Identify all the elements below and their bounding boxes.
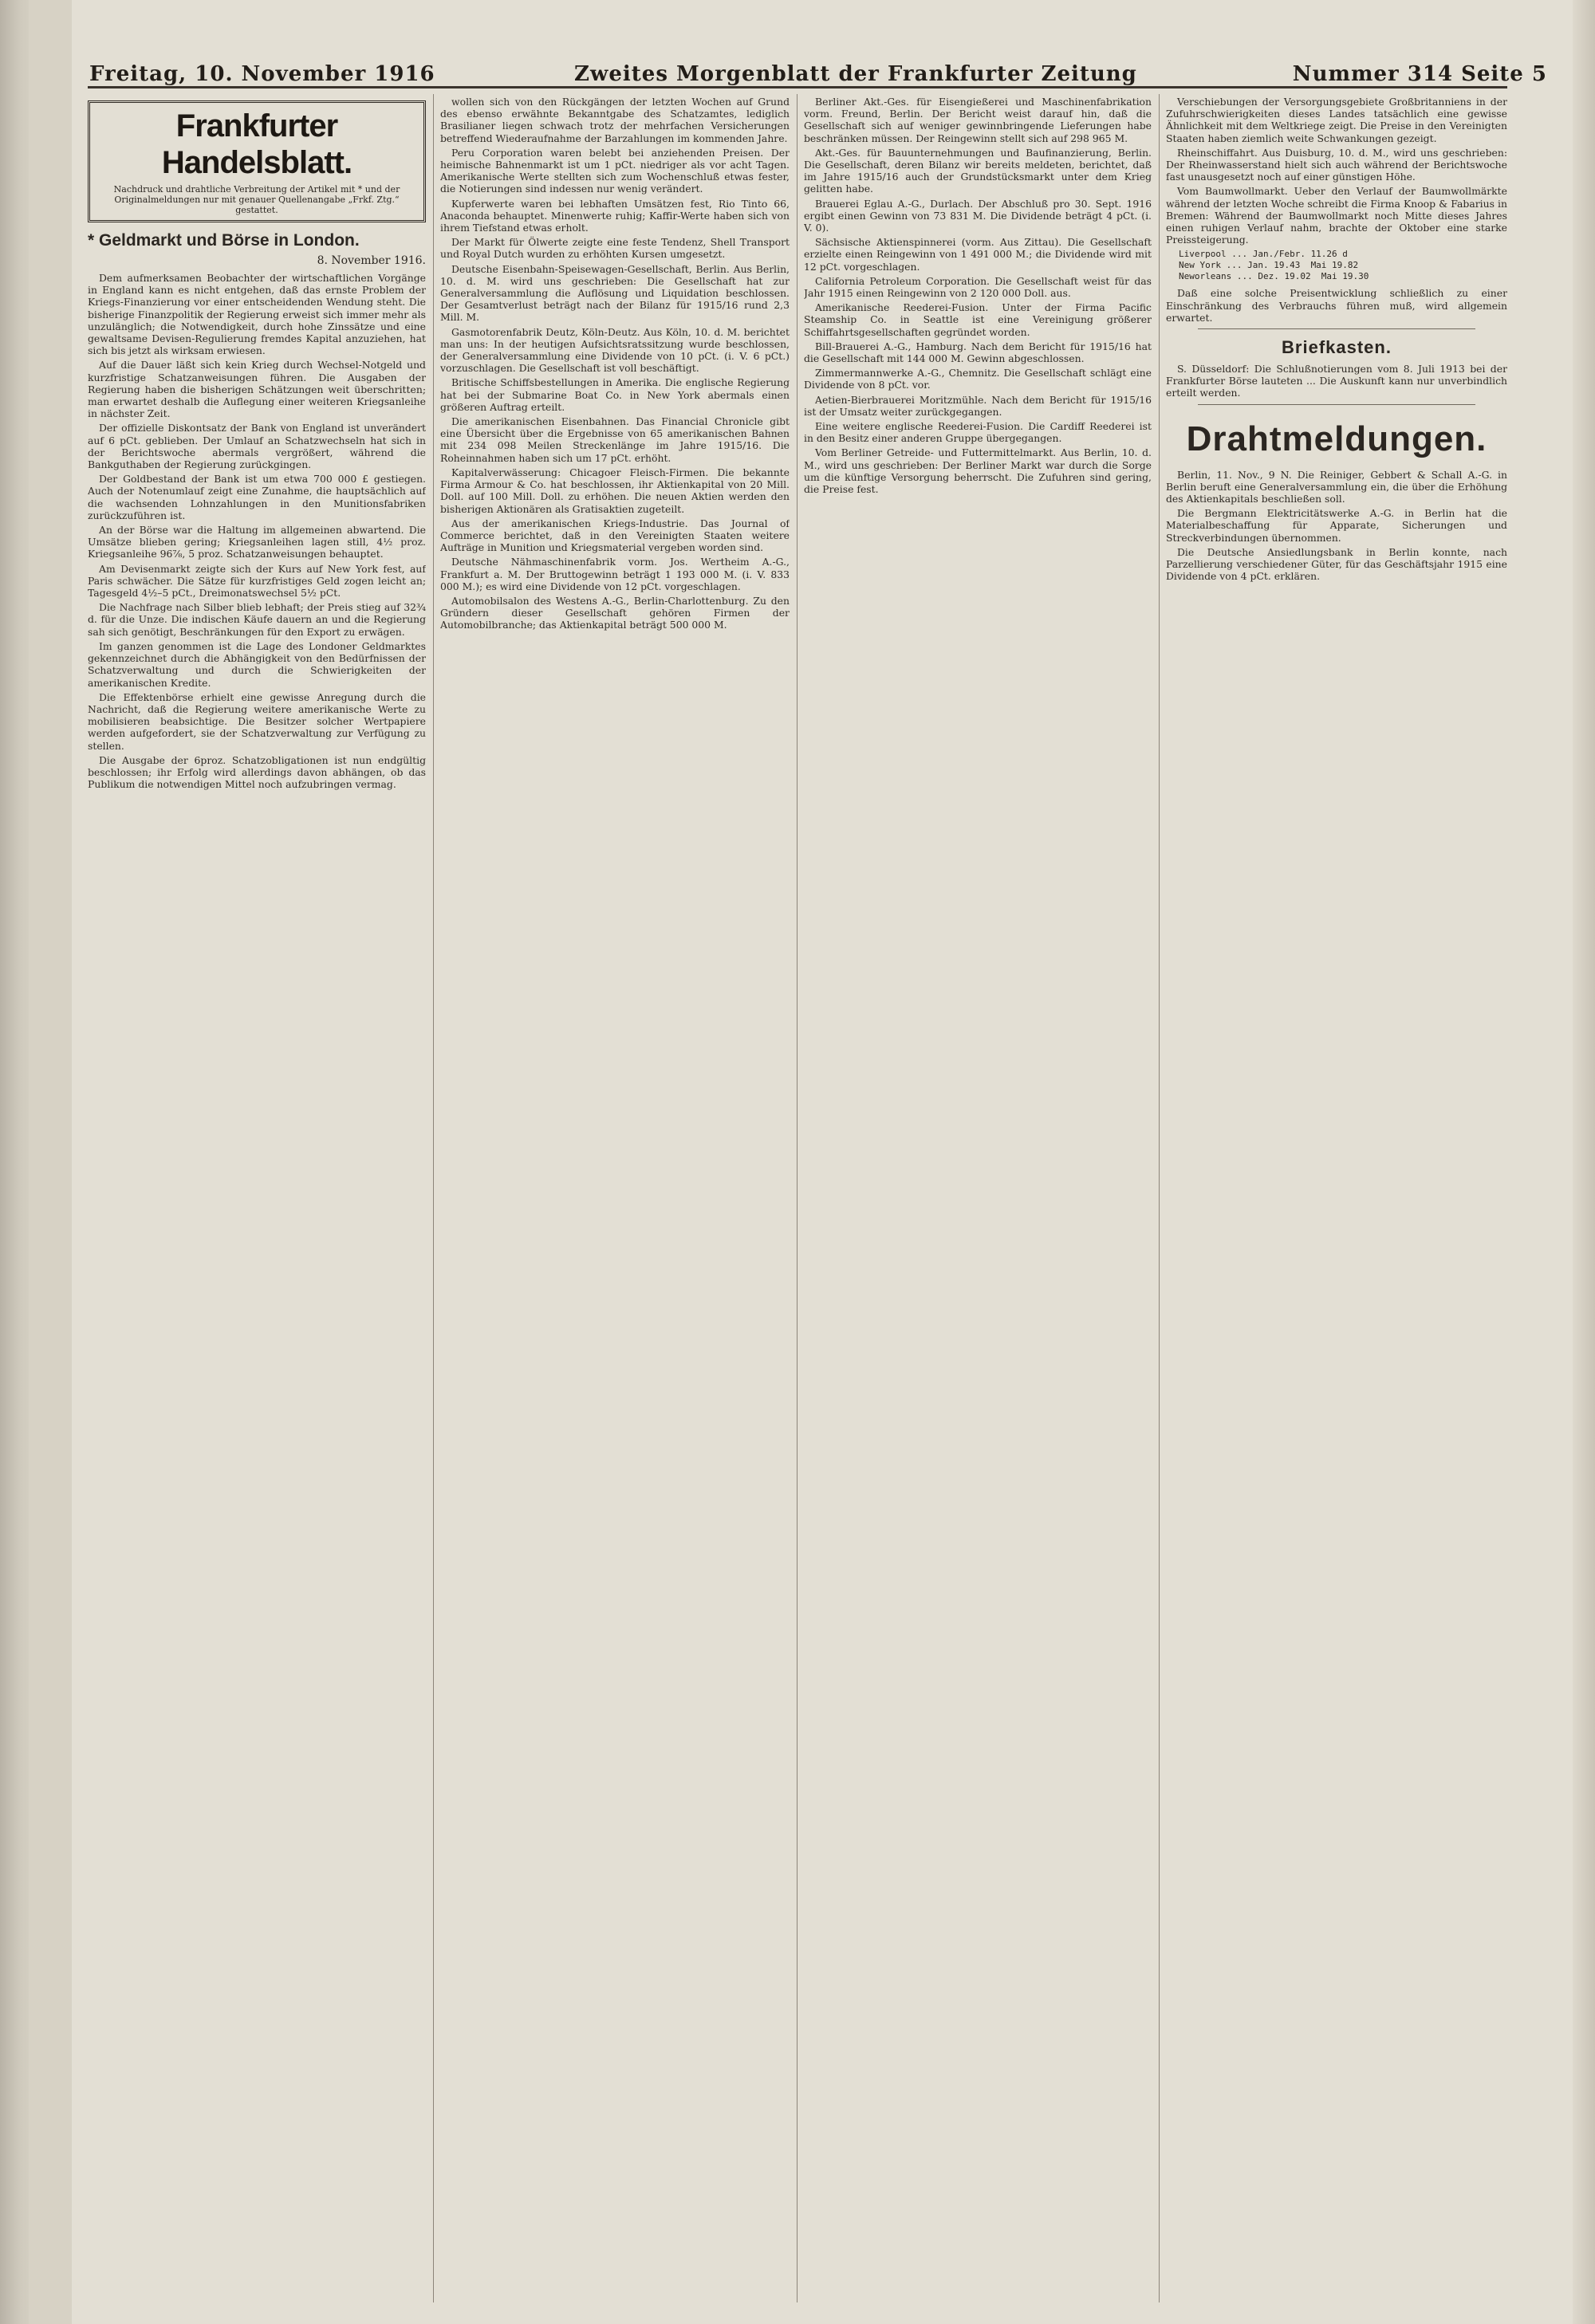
briefkasten-heading: Briefkasten. xyxy=(1282,337,1392,358)
book-binding xyxy=(0,0,29,2324)
article-body xyxy=(88,272,426,790)
header-date: Freitag, 10. November 1916 xyxy=(89,62,435,86)
article-paragraph: Bill-Brauerei A.-G., Hamburg. Nach dem Bericht für 1915/16 hat die Gesellschaft mit 144 000 M. Gewinn abgeschlossen. xyxy=(804,340,1152,365)
header-issue-page: Nummer 314 Seite 5 xyxy=(1292,62,1547,86)
article-body xyxy=(440,96,790,631)
article-paragraph: Die Effektenbörse erhielt eine gewisse Anregung durch die Nachricht, daß die Regierung weitere amerikanische Werte zu mobilisieren beabsichtige. Die Besitzer solcher Wertpapiere werden aufgefordert, sie der Schatzverwaltung zur Verfügung zu stellen. xyxy=(88,690,426,752)
column-rule xyxy=(433,94,434,2302)
previous-page-edge xyxy=(29,0,73,2324)
drahtmeldungen-heading: Drahtmeldungen. xyxy=(1186,419,1487,458)
article-paragraph: Peru Corporation waren belebt bei anziehenden Preisen. Der heimische Bahnenmarkt ist um 1 pCt. niedriger als vor acht Tagen. Amerikanische Werte stellten sich zum Wochenschluß etwas fester, die Notierungen sind indessen nur wenig verändert. xyxy=(440,146,790,195)
article-paragraph: Am Devisenmarkt zeigte sich der Kurs auf New York fest, auf Paris schwächer. Die Sätze für kurzfristiges Geld zogen leicht an; Tagesgeld 4½–5 pCt., Dreimonatswechsel 5½ pCt. xyxy=(88,562,426,600)
article-paragraph: Akt.-Ges. für Bauunternehmungen und Baufinanzierung, Berlin. Die Gesellschaft, deren Bilanz wir bereits meldeten, berichtet, daß im Jahre 1915/16 auch der Grundstücksmarkt unter dem Krieg gelitten habe. xyxy=(804,146,1152,195)
article-paragraph: Deutsche Eisenbahn-Speisewagen-Gesellschaft, Berlin. Aus Berlin, 10. d. M. wird uns geschrieben: Die Gesellschaft hat zur Generalversammlung die Auflösung und Liquidation beschlossen. Der Gesamtverlust beträgt nach der Bilanz für 1915/16 rund 2,3 Mill. M. xyxy=(440,262,790,324)
article-paragraph: Zimmermannwerke A.-G., Chemnitz. Die Gesellschaft schlägt eine Dividende von 8 pCt. vor. xyxy=(804,367,1152,391)
article-paragraph: Kapitalverwässerung: Chicagoer Fleisch-Firmen. Die bekannte Firma Armour & Co. hat beschlossen, ihr Aktienkapital von 20 Mill. Doll. auf 100 Mill. Doll. zu erhöhen. Die neuen Aktien werden den bisherigen Aktionären als Gratisaktien zugeteilt. xyxy=(440,466,790,515)
masthead-title: Frankfurter Handelsblatt. xyxy=(161,108,352,180)
article-paragraph: Die amerikanischen Eisenbahnen. Das Financial Chronicle gibt eine Übersicht über die Ergebnisse von 65 amerikanischen Bahnen mit 234 098 Meilen Streckenlänge im Jahre 1915/16. Die Roheinnahmen haben sich um 17 pCt. erhöht. xyxy=(440,415,790,464)
column-rule xyxy=(1159,94,1160,2302)
article-paragraph: Verschiebungen der Versorgungsgebiete Großbritanniens in der Zufuhrschwierigkeiten dieses Landes tatsächlich eine gewisse Ähnlichkeit mit dem Weltkriege zeigt. Die Preise in den Vereinigten Staaten haben ziemlich weite Schwankungen gezeigt. xyxy=(1166,96,1507,144)
article-paragraph: Amerikanische Reederei-Fusion. Unter der Firma Pacific Steamship Co. in Seattle ist eine Vereinigung größerer Schiffahrtsgesellschaften gegründet worden. xyxy=(804,301,1152,338)
article-paragraph: Deutsche Nähmaschinenfabrik vorm. Jos. Wertheim A.-G., Frankfurt a. M. Der Bruttogewinn beträgt 1 193 000 M. (i. V. 833 000 M.); es wird eine Dividende von 12 pCt. vorgeschlagen. xyxy=(440,556,790,592)
header-paper-name: Zweites Morgenblatt der Frankfurter Zeitung xyxy=(574,62,1137,86)
article-paragraph: Vom Berliner Getreide- und Futtermittelmarkt. Aus Berlin, 10. d. M., wird uns geschrieben: Der Berliner Markt war durch die Sorge um die künftige Versorgung beherrscht. Die Zufuhren sind gering, die Preise fest. xyxy=(804,446,1152,496)
article-paragraph: Automobilsalon des Westens A.-G., Berlin-Charlottenburg. Zu den Gründern dieser Gesellschaft gehören Firmen der Automobilbranche; das Aktienkapital beträgt 500 000 M. xyxy=(440,594,790,631)
column-2 xyxy=(440,96,790,2296)
article-paragraph: Auf die Dauer läßt sich kein Krieg durch Wechsel-Notgeld und kurzfristige Schatzanweisungen führen. Die Ausgaben der Regierung haben die bisherigen Schätzungen weit überschritten; man erwartet deshalb die Auflegung einer weiteren Kriegsanleihe in nächster Zeit. xyxy=(88,359,426,420)
article-paragraph: Berliner Akt.-Ges. für Eisengießerei und Maschinenfabrikation vorm. Freund, Berlin. Der Bericht weist darauf hin, daß die Gesellschaft sich auf weniger gewinnbringende Lieferungen habe beschränken müssen. Der Reingewinn stellt sich auf 298 965 M. xyxy=(804,96,1152,144)
article-paragraph: Eine weitere englische Reederei-Fusion. Die Cardiff Reederei ist in den Besitz einer anderen Gruppe übergegangen. xyxy=(804,420,1152,445)
column-rule xyxy=(797,94,798,2302)
article-paragraph: Britische Schiffsbestellungen in Amerika. Die englische Regierung hat bei der Submarine Boat Co. in New York abermals einen größeren Auftrag erteilt. xyxy=(440,376,790,413)
article-paragraph: Dem aufmerksamen Beobachter der wirtschaftlichen Vorgänge in England kann es nicht entgehen, daß das ernste Problem der Kriegs-Finanzierung vor einer entscheidenden Wendung steht. Die bisherige Finanzpolitik der Regierung erweist sich immer mehr als unzulänglich; die Notwendigkeit, durch hohe Zinssätze und eine gewaltsame Devisen-Regulierung fremdes Kapital anzuziehen, hat sich bis jetzt als wirksam erwiesen. xyxy=(88,272,426,357)
article-paragraph: Die Nachfrage nach Silber blieb lebhaft; der Preis stieg auf 32¾ d. für die Unze. Die indischen Käufe dauern an und die Regierung sah sich genötigt, Beschränkungen für den Export zu erwägen. xyxy=(88,601,426,638)
article-paragraph: California Petroleum Corporation. Die Gesellschaft weist für das Jahr 1915 einen Reingewinn von 2 120 000 Doll. aus. xyxy=(804,274,1152,300)
article-paragraph: Vom Baumwollmarkt. Ueber den Verlauf der Baumwollmärkte während der letzten Woche schreibt die Firma Knoop & Fabarius in Bremen: Während der Baumwollmarkt noch Mitte dieses Jahres einen ruhigen Verlauf nahm, brachte der Oktober eine starke Preissteigerung. xyxy=(1166,185,1507,246)
divider xyxy=(1198,328,1475,329)
section-title: * Geldmarkt und Börse in London. xyxy=(88,231,360,250)
article-paragraph: Daß eine solche Preisentwicklung schließlich zu einer Einschränkung des Verbrauchs führen muß, wird allgemein erwartet. xyxy=(1166,287,1507,324)
masthead xyxy=(88,100,426,222)
article-paragraph: Rheinschiffahrt. Aus Duisburg, 10. d. M., wird uns geschrieben: Der Rheinwasserstand hielt sich auch während der Berichtswoche fast unausgesetzt noch auf einer günstigen Höhe. xyxy=(1166,146,1507,183)
article-paragraph: Die Deutsche Ansiedlungsbank in Berlin konnte, nach Parzellierung verschiedener Güter, für das Geschäftsjahr 1915 eine Dividende von 4 pCt. erklären. xyxy=(1166,545,1507,583)
article-paragraph: Im ganzen genommen ist die Lage des Londoner Geldmarktes gekennzeichnet durch die Abhängigkeit von den Bedürfnissen der Schatzverwaltung und durch die Schwierigkeiten der amerikanischen Kredite. xyxy=(88,639,426,689)
article-body xyxy=(804,96,1152,495)
article-paragraph: Die Bergmann Elektricitätswerke A.-G. in Berlin hat die Materialbeschaffung für Apparate, Sicherungen und Streckverbindungen übernommen. xyxy=(1166,507,1507,544)
article-paragraph: An der Börse war die Haltung im allgemeinen abwartend. Die Umsätze blieben gering; Kriegsanleihen lagen still, 4½ proz. Kriegsanleihe 96⅞, 5 proz. Schatzanweisungen behauptet. xyxy=(88,524,426,560)
cotton-price-table: Liverpool ... Jan./Febr. 11.26 d New York ... Jan. 19.43 Mai 19.82 Neworleans ... Dez. 19.02 Mai 19.30 xyxy=(1179,249,1369,282)
article-paragraph: Brauerei Eglau A.-G., Durlach. Der Abschluß pro 30. Sept. 1916 ergibt einen Gewinn von 73 831 M. Die Dividende beträgt 4 pCt. (i. V. 0). xyxy=(804,197,1152,234)
briefkasten-text: S. Düsseldorf: Die Schlußnotierungen vom 8. Juli 1913 bei der Frankfurter Börse lauteten ... Die Auskunft kann nur unverbindlich erteilt werden. xyxy=(1166,363,1507,399)
article-paragraph: wollen sich von den Rückgängen der letzten Wochen auf Grund des ebenso erwähnte Bekanntgabe des Schatzamtes, lediglich Brasilianer liegen schwach trotz der mehrfachen Versicherungen betreffend Wiederaufnahme der Barzahlungen im kommenden Jahre. xyxy=(440,96,790,144)
article-paragraph: Aus der amerikanischen Kriegs-Industrie. Das Journal of Commerce berichtet, daß in den Vereinigten Staaten weitere Aufträge in Munition und Kriegsmaterial vergeben worden sind. xyxy=(440,517,790,554)
article-paragraph: Sächsische Aktienspinnerei (vorm. Aus Zittau). Die Gesellschaft erzielte einen Reingewinn von 1 491 000 M.; die Dividende wird mit 12 pCt. vorgeschlagen. xyxy=(804,236,1152,273)
article-body xyxy=(1166,96,1507,246)
header-rule xyxy=(88,86,1507,88)
column-4 xyxy=(1166,96,1507,2296)
article-paragraph: Die Ausgabe der 6proz. Schatzobligationen ist nun endgültig beschlossen; ihr Erfolg wird allerdings davon abhängen, ob das Publikum die notwendigen Mittel noch aufzubringen vermag. xyxy=(88,753,426,791)
article-paragraph: Der Goldbestand der Bank ist um etwa 700 000 £ gestiegen. Auch der Notenumlauf zeigt eine Zunahme, die hauptsächlich auf die wachsenden Lohnzahlungen in den Munitionsfabriken zurückzuführen ist. xyxy=(88,473,426,521)
page-edge-shadow xyxy=(1573,0,1595,2324)
article-paragraph: Der offizielle Diskontsatz der Bank von England ist unverändert auf 6 pCt. geblieben. Der Umlauf an Schatzwechseln hat sich in der Berichtswoche abermals vergrößert, während die Bankguthaben der Regierung zurückgingen. xyxy=(88,422,426,471)
article-paragraph: Gasmotorenfabrik Deutz, Köln-Deutz. Aus Köln, 10. d. M. berichtet man uns: In der heutigen Aufsichtsratssitzung wurde beschlossen, der Generalversammlung eine Dividende von 10 pCt. (i. V. 6 pCt.) vorzuschlagen. Die Gesellschaft ist voll beschäftigt. xyxy=(440,325,790,375)
article-paragraph: Berlin, 11. Nov., 9 N. Die Reiniger, Gebbert & Schall A.-G. in Berlin beruft eine Generalversammlung ein, die über die Erhöhung des Aktienkapitals beschließen soll. xyxy=(1166,468,1507,505)
article-paragraph: Der Markt für Ölwerte zeigte eine feste Tendenz, Shell Transport und Royal Dutch wurden zu erhöhten Kursen umgesetzt. xyxy=(440,236,790,261)
divider xyxy=(1198,404,1475,405)
article-paragraph: Aetien-Bierbrauerei Moritzmühle. Nach dem Bericht für 1915/16 ist der Umsatz weiter zurückgegangen. xyxy=(804,393,1152,418)
masthead-subtitle: Nachdruck und drahtliche Verbreitung der Artikel mit * und der Originalmeldungen nur mit genauer Quellenangabe „Frkf. Ztg.“ gestattet. xyxy=(113,184,400,215)
article-paragraph: Kupferwerte waren bei lebhaften Umsätzen fest, Rio Tinto 66, Anaconda behauptet. Minenwerte ruhig; Kaffir-Werte haben sich von ihrem Tiefstand etwas erholt. xyxy=(440,197,790,234)
dateline: 8. November 1916. xyxy=(317,254,426,267)
column-3 xyxy=(804,96,1152,2296)
drahtmeldungen-body xyxy=(1166,469,1507,583)
column-1 xyxy=(88,96,426,2296)
